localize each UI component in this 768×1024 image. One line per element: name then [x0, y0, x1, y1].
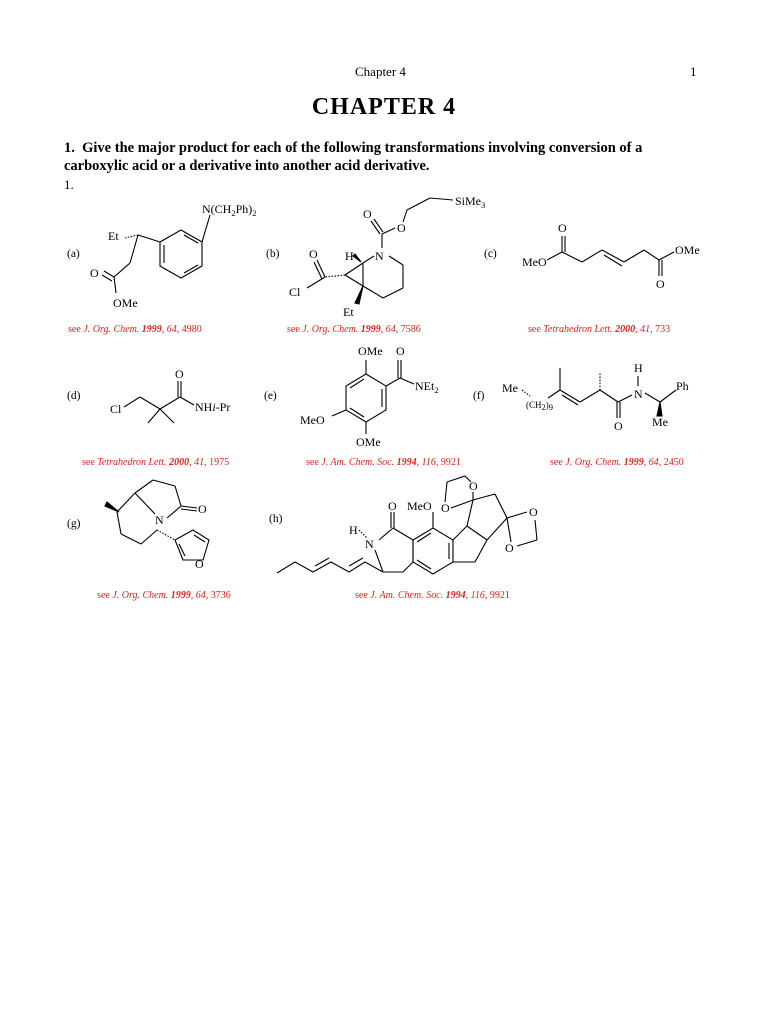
atom-cl: Cl	[110, 402, 122, 416]
atom-o5: O	[505, 541, 514, 555]
structure-a	[80, 195, 270, 320]
structure-d	[108, 365, 248, 435]
question-number: 1.	[64, 140, 75, 156]
page-number: 1	[690, 64, 697, 79]
atom-et: Et	[108, 229, 119, 243]
atom-et: Et	[343, 305, 354, 319]
item-label-d: (d)	[67, 390, 81, 402]
atom-ome: OMe	[675, 243, 700, 257]
atom-o2: O	[363, 207, 372, 221]
atom-cl: Cl	[289, 285, 301, 299]
atom-net: NEt$_2$	[415, 379, 439, 395]
atom-n: N	[375, 249, 384, 263]
atom-n: N	[155, 513, 164, 527]
reference-b: see J. Org. Chem. 1999, 64, 7586	[287, 324, 421, 335]
atom-o: O	[175, 367, 184, 381]
structure-b	[285, 190, 485, 320]
atom-o1: O	[397, 221, 406, 235]
reference-g: see J. Org. Chem. 1999, 64, 3736	[97, 590, 231, 601]
item-label-c: (c)	[484, 248, 497, 260]
running-header: Chapter 4	[355, 64, 406, 79]
atom-ome-top: OMe	[358, 344, 383, 358]
structure-e	[298, 340, 458, 455]
structure-h	[275, 470, 565, 585]
item-label-h: (h)	[269, 513, 283, 525]
question-text	[64, 139, 704, 175]
question-body: Give the major product for each of the following transformations involving conversion of a carboxylic acid or a derivative into another acid derivative.	[64, 140, 643, 174]
atom-o1: O	[558, 221, 567, 235]
atom-o3: O	[469, 479, 478, 493]
atom-o: O	[614, 419, 623, 433]
atom-h: H	[349, 523, 358, 537]
reference-d: see Tetrahedron Lett. 2000, 41, 1975	[82, 457, 230, 468]
atom-h: H	[634, 361, 643, 375]
atom-o1: O	[388, 499, 397, 513]
atom-ch2: (CH2)9	[526, 400, 553, 412]
atom-o3: O	[309, 247, 318, 261]
structure-c	[520, 218, 710, 298]
reference-h: see J. Am. Chem. Soc. 1994, 116, 9921	[355, 590, 510, 601]
atom-meo: MeO	[300, 413, 325, 427]
item-label-a: (a)	[67, 248, 80, 260]
atom-o1: O	[198, 502, 207, 516]
atom-ome: OMe	[113, 296, 138, 310]
atom-me2: Me	[652, 415, 668, 429]
item-label-g: (g)	[67, 518, 81, 530]
reference-a: see J. Org. Chem. 1999, 64, 4980	[68, 324, 202, 335]
atom-meo: MeO	[522, 255, 547, 269]
atom-n: N	[634, 387, 643, 401]
item-label-f: (f)	[473, 390, 485, 402]
atom-h: H	[345, 249, 354, 263]
reference-c: see Tetrahedron Lett. 2000, 41, 733	[528, 324, 671, 335]
atom-o2: O	[441, 501, 450, 515]
reference-e: see J. Am. Chem. Soc. 1994, 116, 9921	[306, 457, 461, 468]
atom-o2: O	[656, 277, 665, 291]
structure-f	[500, 358, 710, 438]
atom-o: O	[90, 266, 99, 280]
sub-number: 1.	[64, 177, 74, 192]
atom-o2: O	[195, 557, 204, 571]
atom-ome-bot: OMe	[356, 435, 381, 449]
atom-amine: $N(CH_2Ph)_2$	[202, 202, 257, 218]
reference-f: see J. Org. Chem. 1999, 64, 2450	[550, 457, 684, 468]
atom-ph: Ph	[676, 379, 689, 393]
structure-g	[95, 468, 235, 578]
atom-meo: MeO	[407, 499, 432, 513]
atom-me1: Me	[502, 381, 518, 395]
item-label-b: (b)	[266, 248, 280, 260]
chapter-title: CHAPTER 4	[311, 94, 457, 120]
item-label-e: (e)	[264, 390, 277, 402]
atom-n: N	[365, 537, 374, 551]
atom-sime: SiMe$_3$	[455, 194, 486, 210]
atom-nh: NHi-Pr	[195, 400, 231, 414]
atom-o: O	[396, 344, 405, 358]
atom-o4: O	[529, 505, 538, 519]
